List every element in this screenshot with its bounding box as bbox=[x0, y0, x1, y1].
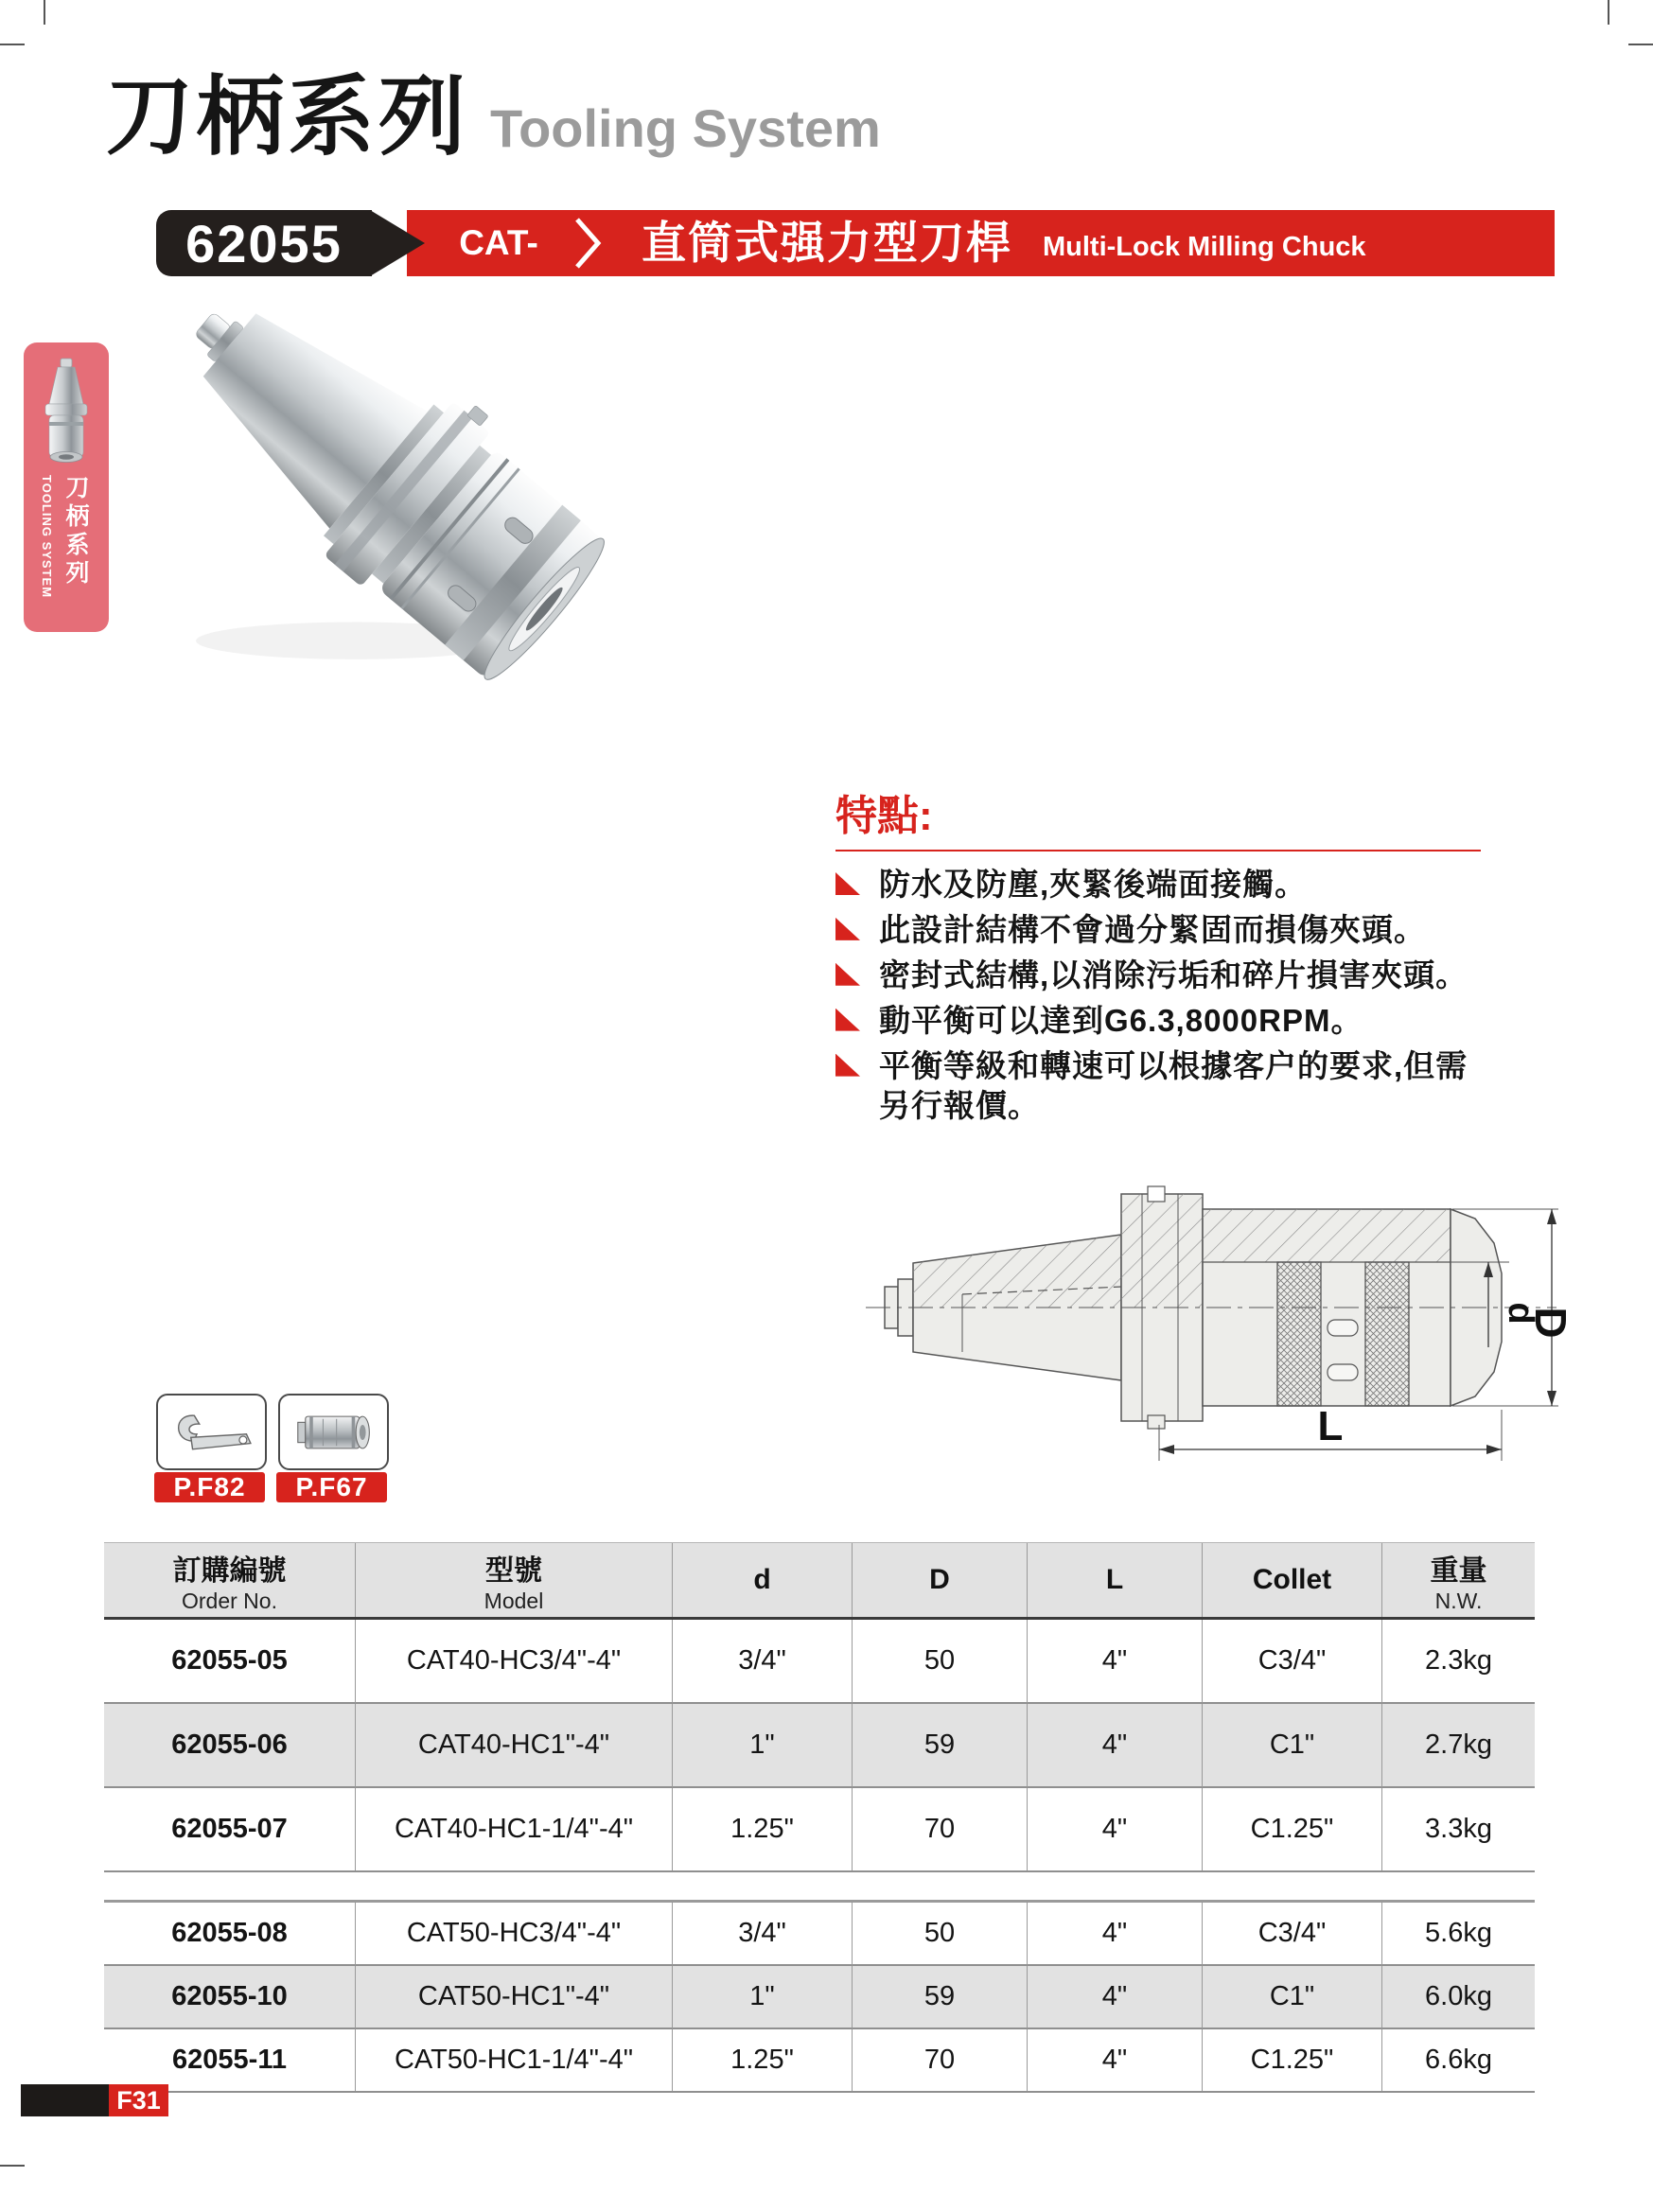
col-header-weight: 重量 N.W. bbox=[1381, 1543, 1535, 1617]
page-title-zh: 刀柄系列 bbox=[106, 69, 470, 166]
table-cell: CAT50-HC1-1/4"-4" bbox=[355, 2029, 672, 2091]
features-section bbox=[835, 781, 1481, 1132]
page-title-en: Tooling System bbox=[490, 98, 881, 158]
sidebar-tab bbox=[24, 342, 109, 632]
col-header-d: d bbox=[672, 1543, 852, 1617]
table-cell: 6.6kg bbox=[1381, 2029, 1535, 2091]
accessory-collet-box bbox=[278, 1394, 389, 1470]
feature-item: 此設計結構不會過分緊固而損傷夾頭。 bbox=[835, 910, 1481, 951]
table-cell: 2.3kg bbox=[1381, 1620, 1535, 1704]
page-number: F31 bbox=[116, 2085, 161, 2115]
series-code: 62055 bbox=[185, 213, 343, 273]
col-header-model: 型號 Model bbox=[355, 1543, 672, 1617]
features-title: 特點: bbox=[835, 781, 1481, 851]
table-cell: 4" bbox=[1027, 1903, 1202, 1966]
col-header-order-no: 訂購編號 Order No. bbox=[104, 1543, 355, 1617]
col-header-collet: Collet bbox=[1202, 1543, 1381, 1617]
table-cell: CAT40-HC3/4"-4" bbox=[355, 1620, 672, 1704]
page-number-badge bbox=[109, 2084, 168, 2116]
sidebar-tab-label-zh: 刀柄系列 bbox=[62, 475, 89, 588]
product-name-zh: 直筒式强力型刀桿 bbox=[642, 218, 1012, 268]
accessory-page-ref-label: P.F82 bbox=[173, 1472, 246, 1501]
feature-item: 防水及防塵,夾緊後端面接觸。 bbox=[835, 865, 1481, 905]
dim-label-d: d bbox=[1501, 1302, 1540, 1325]
table-cell: 62055-11 bbox=[172, 2045, 287, 2075]
crop-mark bbox=[0, 44, 25, 45]
accessory-page-ref-label: P.F67 bbox=[295, 1472, 368, 1501]
table-cell: 4" bbox=[1027, 1788, 1202, 1870]
table-cell: CAT50-HC1"-4" bbox=[355, 1966, 672, 2029]
spec-table bbox=[104, 1542, 1535, 2093]
table-cell: 70 bbox=[852, 2029, 1027, 2091]
accessory-page-ref-1 bbox=[154, 1472, 265, 1502]
table-cell: 50 bbox=[852, 1903, 1027, 1966]
dim-label-L: L bbox=[1317, 1403, 1344, 1449]
crop-mark bbox=[1608, 0, 1609, 25]
technical-drawing bbox=[847, 1145, 1575, 1485]
col-header-L: L bbox=[1027, 1543, 1202, 1617]
crop-mark bbox=[1628, 44, 1653, 45]
table-cell: 3/4" bbox=[672, 1620, 852, 1704]
table-cell: C1.25" bbox=[1202, 2029, 1381, 2091]
table-cell: 4" bbox=[1027, 2029, 1202, 2091]
col-header-D: D bbox=[852, 1543, 1027, 1617]
table-cell: C3/4" bbox=[1202, 1903, 1381, 1966]
table-cell: C1" bbox=[1202, 1966, 1381, 2029]
table-cell: 59 bbox=[852, 1966, 1027, 2029]
spec-table-header bbox=[104, 1542, 1535, 1620]
feature-item: 密封式結構,以消除污垢和碎片損害夾頭。 bbox=[835, 956, 1481, 996]
table-cell: 3.3kg bbox=[1381, 1788, 1535, 1870]
table-cell: 62055-08 bbox=[104, 1903, 355, 1966]
table-cell: 4" bbox=[1027, 1704, 1202, 1788]
chevron-divider-icon bbox=[573, 216, 604, 271]
product-name-en: Multi-Lock Milling Chuck bbox=[1043, 232, 1366, 262]
series-code-badge bbox=[156, 210, 372, 276]
collet-icon bbox=[287, 1402, 381, 1463]
table-cell: 4" bbox=[1027, 1620, 1202, 1704]
taper-series-label: CAT-HC bbox=[459, 223, 538, 328]
table-cell: 62055-06 bbox=[104, 1704, 355, 1788]
table-cell: 59 bbox=[852, 1704, 1027, 1788]
table-cell: 2.7kg bbox=[1381, 1704, 1535, 1788]
table-cell: CAT40-HC1"-4" bbox=[355, 1704, 672, 1788]
table-cell: 1.25" bbox=[672, 1788, 852, 1870]
table-cell: 4" bbox=[1027, 1966, 1202, 2029]
table-cell: 3/4" bbox=[672, 1903, 852, 1966]
accessory-wrench-box bbox=[156, 1394, 267, 1470]
table-cell: 5.6kg bbox=[1381, 1903, 1535, 1966]
features-list bbox=[835, 865, 1481, 1127]
table-cell: 50 bbox=[852, 1620, 1027, 1704]
sidebar-tab-labels bbox=[24, 475, 109, 624]
table-cell: CAT50-HC3/4"-4" bbox=[355, 1903, 672, 1966]
hook-wrench-icon bbox=[165, 1402, 259, 1463]
table-cell: 62055-07 bbox=[171, 1814, 288, 1844]
table-cell: CAT40-HC1-1/4"-4" bbox=[355, 1788, 672, 1870]
sidebar-toolholder-thumbnail-icon bbox=[33, 354, 99, 469]
table-cell: 70 bbox=[852, 1788, 1027, 1870]
table-cell: 62055-05 bbox=[104, 1620, 355, 1704]
table-cell: C3/4" bbox=[1202, 1620, 1381, 1704]
sidebar-tab-label-en: TOOLING SYSTEM bbox=[40, 475, 54, 599]
spec-table-group-cat50 bbox=[104, 1900, 1535, 2093]
crop-mark bbox=[0, 2165, 25, 2167]
feature-item: 動平衡可以達到G6.3,8000RPM。 bbox=[835, 1001, 1481, 1042]
dim-label-D: D bbox=[1526, 1307, 1575, 1339]
product-photo bbox=[140, 231, 624, 715]
feature-item: 平衡等級和轉速可以根據客户的要求,但需另行報價。 bbox=[835, 1046, 1481, 1128]
table-cell: 1.25" bbox=[672, 2029, 852, 2091]
table-cell: 1" bbox=[672, 1966, 852, 2029]
accessory-page-ref-2 bbox=[276, 1472, 387, 1502]
crop-mark bbox=[44, 0, 45, 25]
page-title bbox=[106, 69, 881, 166]
table-cell: 62055-10 bbox=[104, 1966, 355, 2029]
spec-table-group-cat40 bbox=[104, 1620, 1535, 1872]
table-cell: C1" bbox=[1202, 1704, 1381, 1788]
table-cell: C1.25" bbox=[1202, 1788, 1381, 1870]
table-cell: 6.0kg bbox=[1381, 1966, 1535, 2029]
footer-bar bbox=[21, 2084, 109, 2116]
table-cell: 1" bbox=[672, 1704, 852, 1788]
